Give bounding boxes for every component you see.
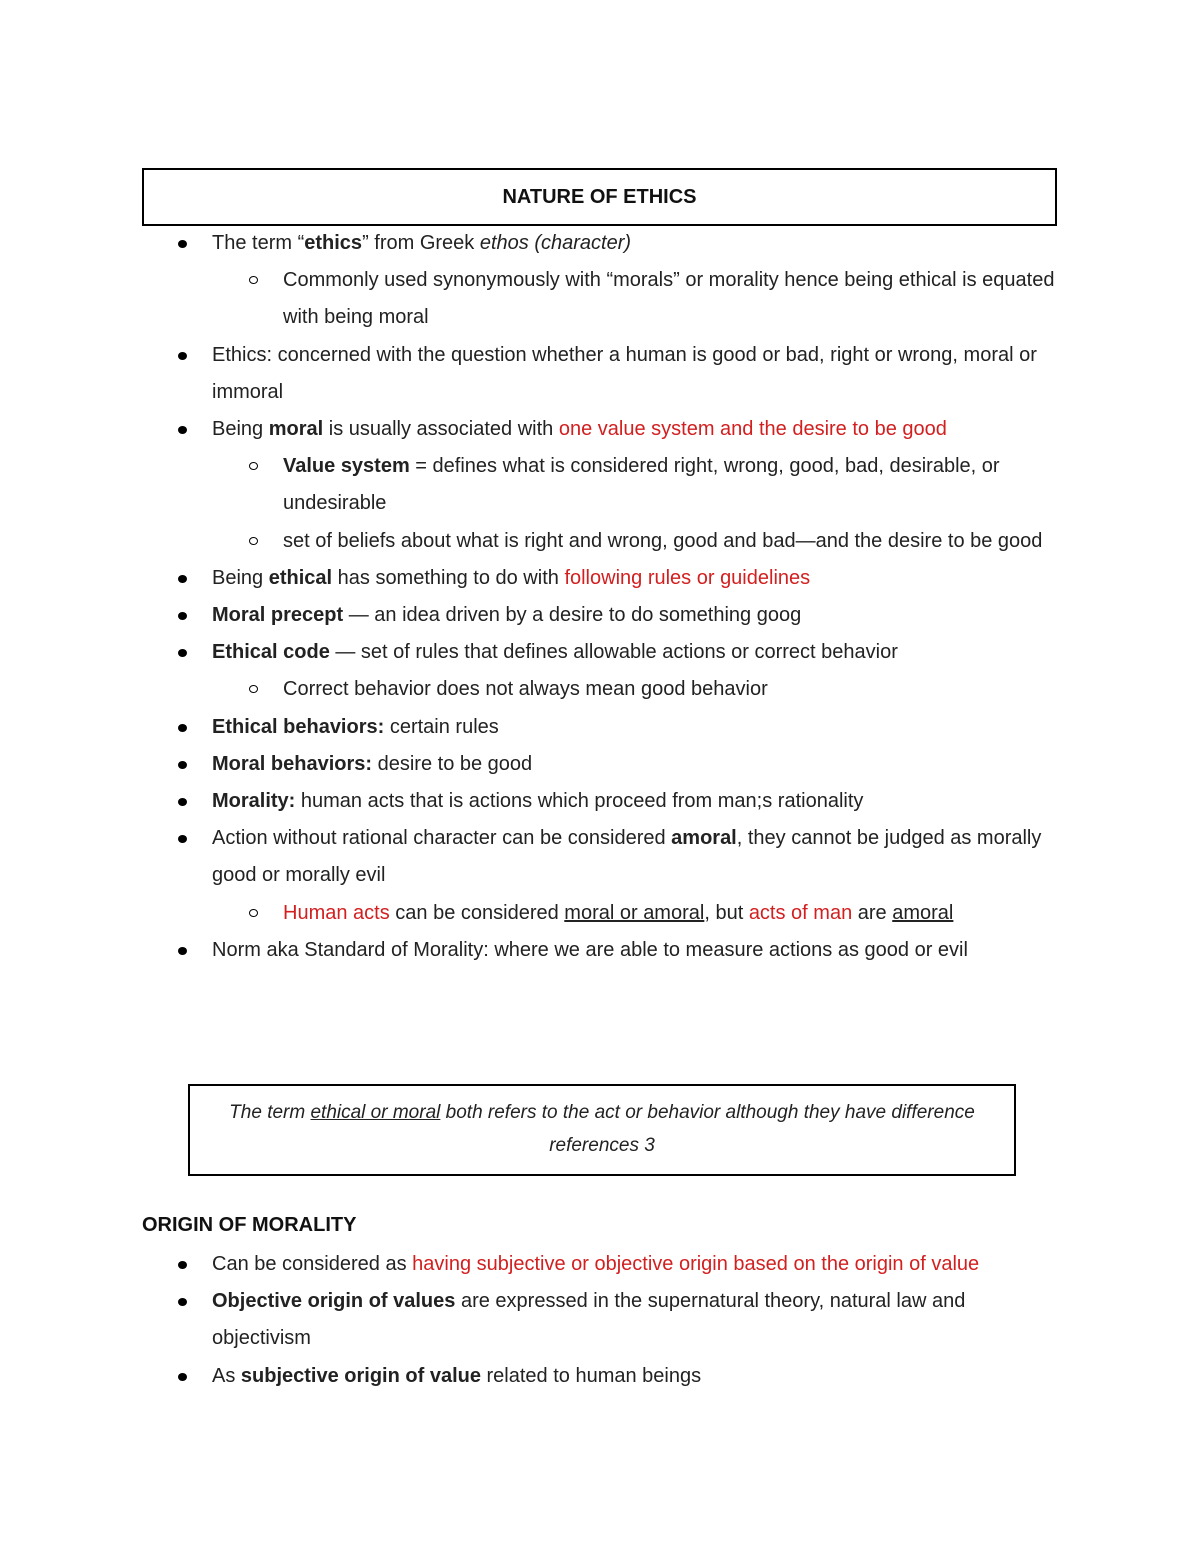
bullet-icon [178, 835, 187, 843]
section-title-box [142, 168, 1057, 226]
list-item: Can be considered as having subjective or objective origin based on the origin of value [212, 1246, 1062, 1283]
list-subitem: Value system = defines what is considered right, wrong, good, bad, desirable, or undesirable [283, 448, 1073, 522]
circle-bullet-icon [249, 909, 258, 917]
bullet-icon [178, 649, 187, 657]
list-item: Ethical behaviors: certain rules [212, 709, 1062, 746]
list-item: Action without rational character can be considered amoral, they cannot be judged as morally good or morally evil [212, 820, 1062, 894]
origin-of-morality-list [0, 1246, 1200, 1395]
bullet-icon [178, 761, 187, 769]
circle-bullet-icon [249, 462, 258, 470]
circle-bullet-icon [249, 537, 258, 545]
bullet-icon [178, 352, 187, 360]
list-item: Norm aka Standard of Morality: where we are able to measure actions as good or evil [212, 932, 1062, 969]
section-heading: ORIGIN OF MORALITY [142, 1214, 357, 1236]
list-item: Objective origin of values are expressed in the supernatural theory, natural law and objectivism [212, 1283, 1062, 1357]
bullet-icon [178, 1261, 187, 1269]
bullet-icon [178, 798, 187, 806]
bullet-icon [178, 240, 187, 248]
circle-bullet-icon [249, 276, 258, 284]
bullet-icon [178, 724, 187, 732]
list-subitem: Correct behavior does not always mean good behavior [283, 671, 1073, 708]
note-box: The term ethical or moral both refers to the act or behavior although they have difference references 3 [188, 1084, 1016, 1176]
list-subitem: Human acts can be considered moral or amoral, but acts of man are amoral [283, 895, 1073, 932]
bullet-icon [178, 947, 187, 955]
bullet-icon [178, 1298, 187, 1306]
bullet-icon [178, 575, 187, 583]
list-item: Ethics: concerned with the question whether a human is good or bad, right or wrong, moral or immoral [212, 337, 1062, 411]
list-item: Moral behaviors: desire to be good [212, 746, 1062, 783]
list-item: Morality: human acts that is actions which proceed from man;s rationality [212, 783, 1062, 820]
section-title: NATURE OF ETHICS [502, 185, 697, 208]
list-subitem: set of beliefs about what is right and wrong, good and bad—and the desire to be good [283, 523, 1073, 560]
nature-of-ethics-list [0, 225, 1200, 969]
bullet-icon [178, 612, 187, 620]
circle-bullet-icon [249, 685, 258, 693]
list-item: As subjective origin of value related to human beings [212, 1358, 1062, 1395]
list-item: Being moral is usually associated with one value system and the desire to be good [212, 411, 1062, 448]
bullet-icon [178, 426, 187, 434]
list-item: Moral precept — an idea driven by a desire to do something goog [212, 597, 1062, 634]
bullet-icon [178, 1373, 187, 1381]
list-item: Being ethical has something to do with following rules or guidelines [212, 560, 1062, 597]
list-subitem: Commonly used synonymously with “morals” or morality hence being ethical is equated with being moral [283, 262, 1073, 336]
list-item: The term “ethics” from Greek ethos (character) [212, 225, 1062, 262]
list-item: Ethical code — set of rules that defines allowable actions or correct behavior [212, 634, 1062, 671]
